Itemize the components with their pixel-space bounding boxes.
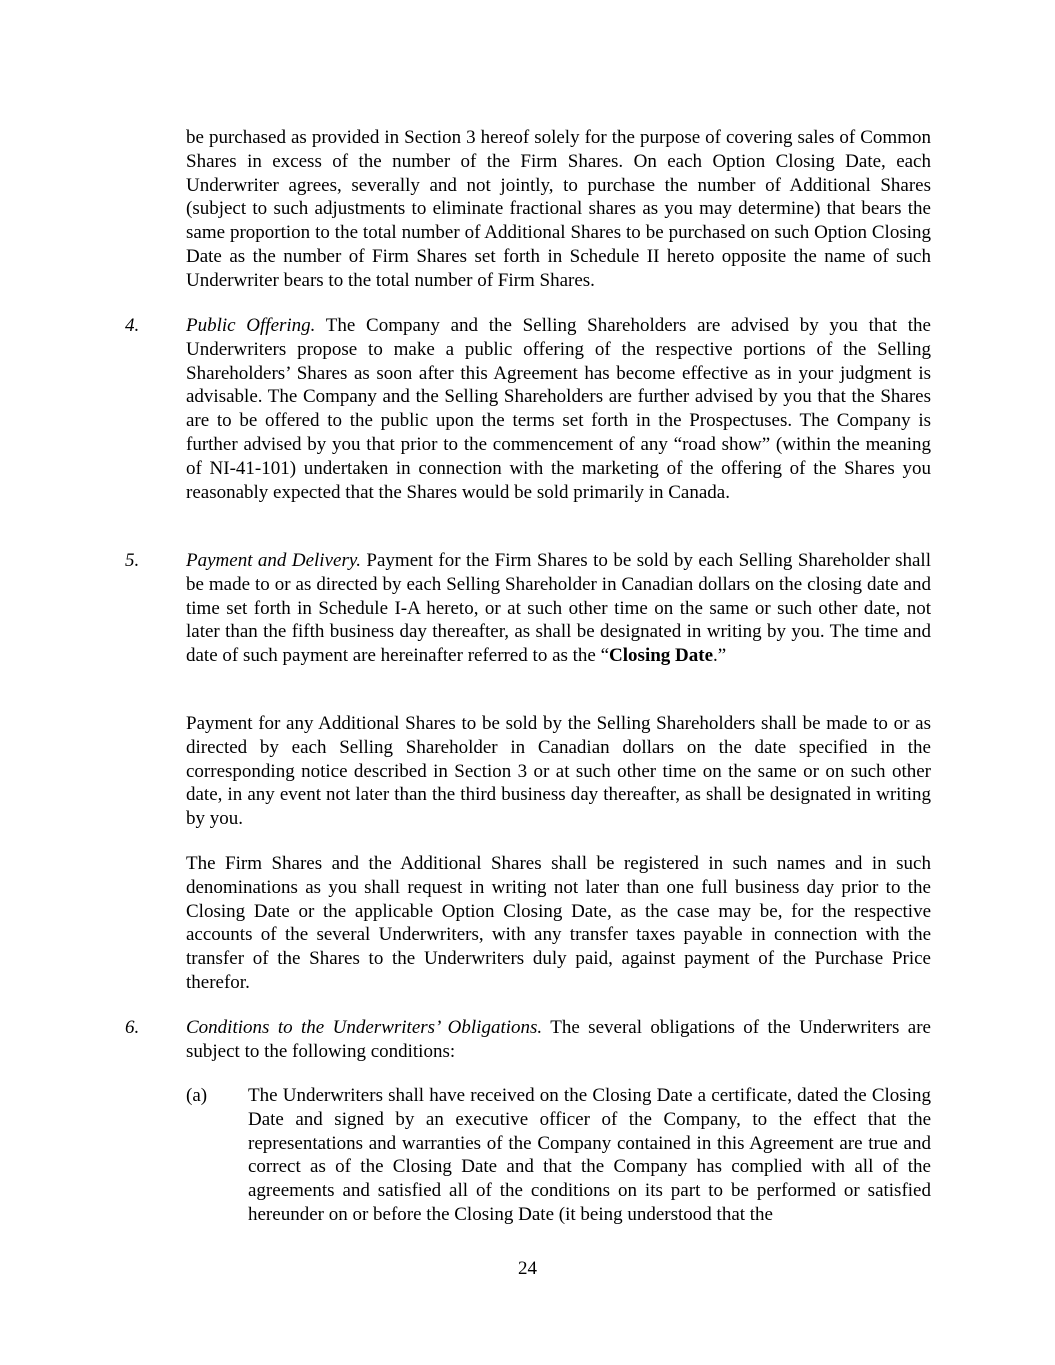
- section-5-paragraph-3: The Firm Shares and the Additional Shares shall be registered in such names and in such denominations as you shall request in writing not later than one full business day prior to the Closing Date or the applicable Option Closing Date, as the case may be, for the respective accounts of the several Underwriters, with any transfer taxes payable in connection with the transfer of the Shares to the Underwriters duly paid, against payment of the Purchase Price therefor.: [186, 853, 931, 993]
- section-5-text: Payment for the Firm Shares to be sold by each Selling Shareholder shall be made to or as directed by each Selling Shareholder in Canadian dollars on the closing date and time set forth in Schedule I-A hereto, or at such other time on the same or such other date, not later than the fifth business day thereafter, as shall be designated in writing by you. The time and date of such payment are hereinafter referred to as the “: [186, 550, 931, 667]
- section-4-text: The Company and the Selling Shareholders are advised by you that the Underwriters propose to make a public offering of the respective portions of the Selling Shareholders’ Shares as soon after this Agreement has become effective as in your judgment is advisable. The Company and the Selling Shareholders are further advised by you that the Shares are to be offered to the public upon the terms set forth in the Prospectuses. The Company is further advised by you that prior to the commencement of any “road show” (within the meaning of NI-41-101) undertaken in connection with the marketing of the offering of the Shares you reasonably expected that the Shares would be sold primarily in Canada.: [186, 315, 931, 503]
- section-5-heading: Payment and Delivery.: [186, 550, 361, 571]
- section-6-heading: Conditions to the Underwriters’ Obligations.: [186, 1017, 543, 1038]
- section-4-paragraph: [186, 314, 931, 504]
- section-5-paragraph: [186, 549, 931, 668]
- section-6-paragraph: [186, 1016, 931, 1064]
- section-4-heading: Public Offering.: [186, 315, 316, 336]
- section-5-number: 5.: [125, 550, 140, 571]
- closing-date-term: Closing Date: [609, 645, 714, 667]
- continuation-paragraph: be purchased as provided in Section 3 hereof solely for the purpose of covering sales of Common Shares in excess of the number of the Firm Shares. On each Option Closing Date, each Underwriter agrees, severally and not jointly, to purchase the number of Additional Shares (subject to such adjustments to eliminate fractional shares as you may determine) that bears the same proportion to the total number of Additional Shares to be purchased on such Option Closing Date as the number of Firm Shares set forth in Schedule II hereto opposite the name of such Underwriter bears to the total number of Firm Shares.: [186, 127, 931, 291]
- page-number: 24: [518, 1258, 537, 1279]
- item-a-label: (a): [186, 1085, 208, 1106]
- section-5-text-end: .”: [713, 645, 727, 667]
- section-6-number: 6.: [125, 1017, 140, 1038]
- section-5-paragraph-2: Payment for any Additional Shares to be sold by the Selling Shareholders shall be made to or as directed by each Selling Shareholder in Canadian dollars on the date specified in the corresponding notice described in Section 3 or at such other time on the same or on such other date, in any event not later than the third business day thereafter, as shall be designated in writing by you.: [186, 713, 931, 830]
- item-a-paragraph: The Underwriters shall have received on the Closing Date a certificate, dated the Closing Date and signed by an executive officer of the Company, to the effect that the representations and warranties of the Company contained in this Agreement are true and correct as of the Closing Date and that the Company has complied with all of the agreements and satisfied all of the conditions on its part to be performed or satisfied hereunder on or before the Closing Date (it being understood that the: [248, 1085, 931, 1225]
- section-6-text: The several obligations of the Underwriters are subject to the following conditions:: [186, 1017, 931, 1062]
- section-4-number: 4.: [125, 315, 140, 336]
